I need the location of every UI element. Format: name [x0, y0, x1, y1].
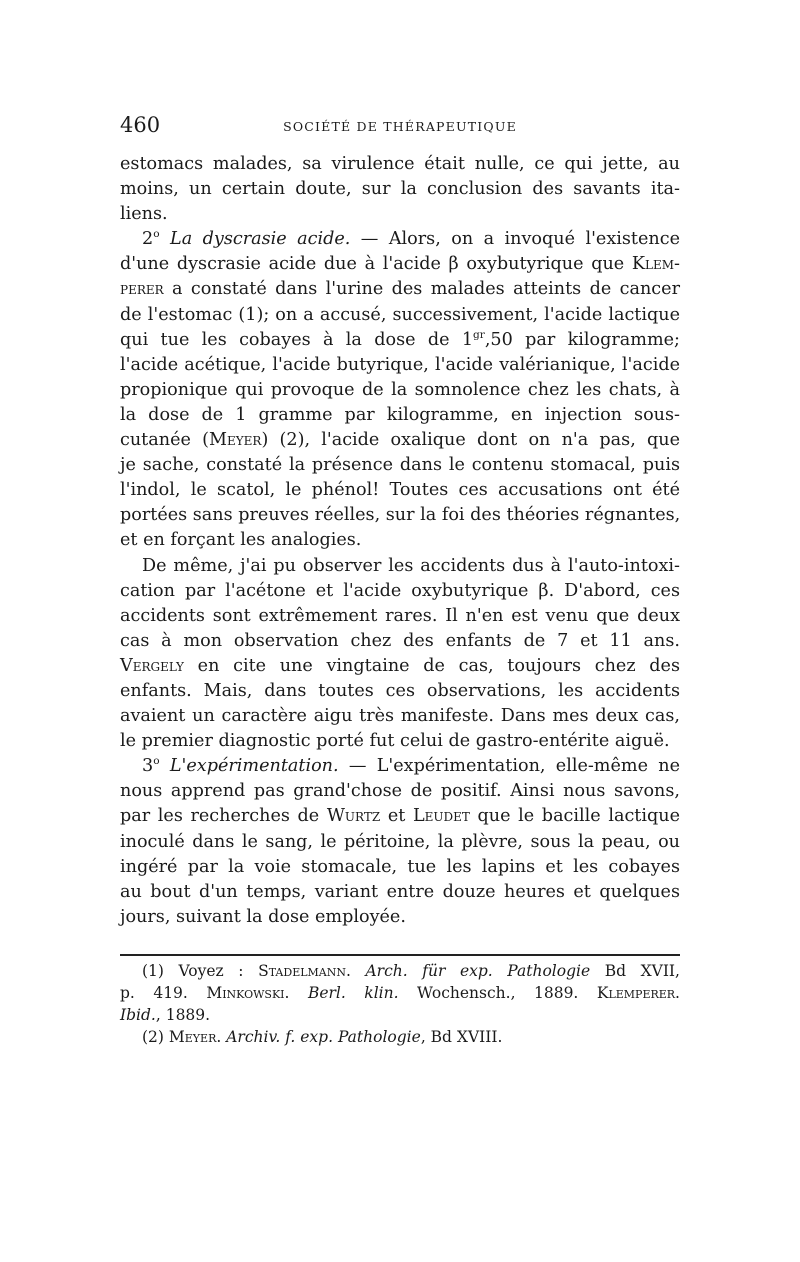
footnote-divider: [120, 954, 680, 956]
text-line: jours, suivant la dose employée.: [120, 906, 406, 927]
text-line: enfants. Mais, dans toutes ces observations, les accidents: [120, 680, 680, 701]
text-line: estomacs malades, sa virulence était nulle, ce qui jette, au: [120, 154, 680, 174]
text-line: le premier diagnostic porté fut celui de gastro-entérite aiguë.: [120, 731, 670, 752]
footnotes: [120, 960, 680, 1048]
section-heading-line: 3$^o$ L'expérimentation. — L'expérimentation, elle-même ne: [142, 755, 681, 777]
text-line: par les recherches de Wurtz et Leudet que le bacille lactique: [120, 806, 680, 827]
text-line: inoculé dans le sang, le péritoine, la plèvre, sous la peau, ou: [120, 831, 680, 852]
text-line: et en forçant les analogies.: [120, 530, 362, 551]
author-name: Klem-: [631, 254, 680, 275]
footnote-line: (2) Meyer. Archiv. f. exp. Pathologie, Bd XVIII.: [142, 1028, 503, 1046]
text-line: d'une dyscrasie acide due à l'acide β oxybutyrique que Klem-: [120, 254, 680, 275]
text-line: je sache, constaté la présence dans le contenu stomacal, puis: [120, 455, 680, 476]
text-line: De même, j'ai pu observer les accidents dus à l'auto-intoxi-: [142, 555, 680, 576]
page-number: 460: [120, 113, 161, 137]
text-line: nous apprend pas grand'chose de positif. Ainsi nous savons,: [120, 781, 680, 802]
author-name: Leudet: [412, 806, 470, 827]
author-name: Meyer: [208, 430, 262, 451]
footnote-line: p. 419. Minkowski. Berl. klin. Wochensch., 1889. Klemperer.: [120, 984, 680, 1002]
text-line: qui tue les cobayes à la dose de $1^{gr},50$ par kilogramme;: [120, 328, 680, 350]
text-line: liens.: [120, 204, 168, 225]
text-line: au bout d'un temps, variant entre douze heures et quelques: [120, 881, 680, 902]
text-line: portées sans preuves réelles, sur la foi des théories régnantes,: [120, 505, 681, 526]
author-name: perer: [120, 279, 164, 300]
text-line: Vergely en cite une vingtaine de cas, toujours chez des: [120, 655, 680, 676]
text-line: la dose de 1 gramme par kilogramme, en injection sous-: [120, 404, 680, 425]
running-title: SOCIÉTÉ DE THÉRAPEUTIQUE: [283, 119, 517, 134]
page-header: [120, 113, 680, 143]
text-line: avaient un caractère aigu très manifeste. Dans mes deux cas,: [120, 706, 680, 727]
section-heading-line: 2$^o$ La dyscrasie acide. — Alors, on a invoqué l'existence: [142, 228, 680, 250]
author-name: Wurtz: [326, 806, 381, 827]
footnote-line: (1) Voyez : Stadelmann. Arch. für exp. Pathologie Bd XVII,: [142, 962, 680, 980]
section-title-dyscrasie: La dyscrasie acide.: [170, 229, 351, 250]
text-line: l'indol, le scatol, le phénol! Toutes ces accusations ont été: [120, 480, 680, 501]
author-name: Vergely: [120, 655, 184, 676]
text-line: de l'estomac (1); on a accusé, successivement, l'acide lactique: [120, 304, 680, 325]
text-line: cutanée (Meyer) (2), l'acide oxalique dont on n'a pas, que: [120, 430, 680, 451]
text-line: propionique qui provoque de la somnolence chez les chats, à: [120, 379, 680, 400]
text-line: l'acide acétique, l'acide butyrique, l'acide valérianique, l'acide: [120, 354, 680, 375]
text-line: cation par l'acétone et l'acide oxybutyrique β. D'abord, ces: [120, 580, 680, 601]
section-title-experimentation: L'expérimentation.: [169, 756, 339, 777]
text-line: accidents sont extrêmement rares. Il n'en est venu que deux: [120, 605, 680, 626]
main-text: [120, 152, 680, 930]
text-line: perer a constaté dans l'urine des malades atteints de cancer: [120, 279, 680, 300]
text-line: moins, un certain doute, sur la conclusion des savants ita-: [120, 179, 680, 200]
text-line: cas à mon observation chez des enfants de 7 et 11 ans.: [120, 630, 680, 651]
footnote-line: Ibid., 1889.: [120, 1006, 211, 1024]
text-line: ingéré par la voie stomacale, tue les lapins et les cobayes: [120, 856, 680, 877]
